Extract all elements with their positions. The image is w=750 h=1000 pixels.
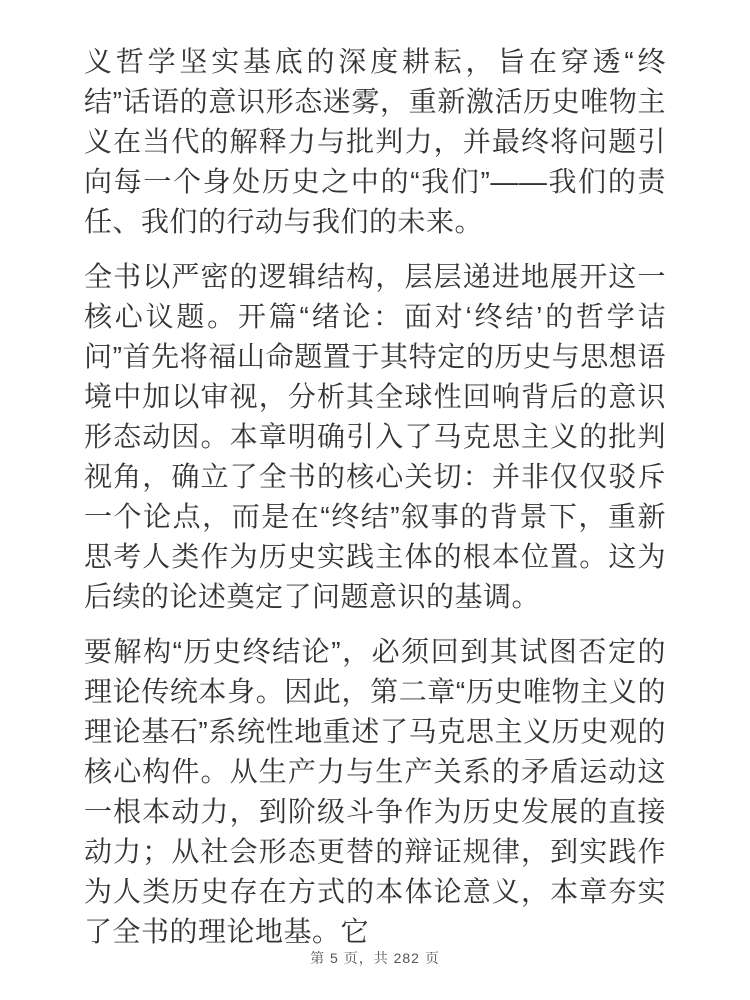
paragraph: 全书以严密的逻辑结构，层层递进地展开这一核心议题。开篇“绪论：面对‘终结’的哲学诘问”首先将福山命题置于其特定的历史与思想语境中加以审视，分析其全球性回响背后的意识形态动因。本章明确引入了马克思主义的批判视角，确立了全书的核心关切：并非仅仅驳斥一个论点，而是在“终结”叙事的背景下，重新思考人类作为历史实践主体的根本位置。这为后续的论述奠定了问题意识的基调。: [84, 261, 666, 612]
page-footer: [0, 950, 750, 966]
paragraph: 义哲学坚实基底的深度耕耘，旨在穿透“终结”话语的意识形态迷雾，重新激活历史唯物主义在当代的解释力与批判力，并最终将问题引向每一个身处历史之中的“我们”——我们的责任、我们的行动与我们的未来。: [84, 46, 666, 237]
page-number-indicator: 第 5 页，共 282 页: [310, 950, 440, 966]
paragraph: 要解构“历史终结论”，必须回到其试图否定的理论传统本身。因此，第二章“历史唯物主义的理论基石”系统性地重述了马克思主义历史观的核心构件。从生产力与生产关系的矛盾运动这一根本动力，到阶级斗争作为历史发展的直接动力；从社会形态更替的辩证规律，到实践作为人类历史存在方式的本体论意义，本章夯实了全书的理论地基。它: [84, 636, 666, 947]
page-content: [84, 42, 666, 967]
